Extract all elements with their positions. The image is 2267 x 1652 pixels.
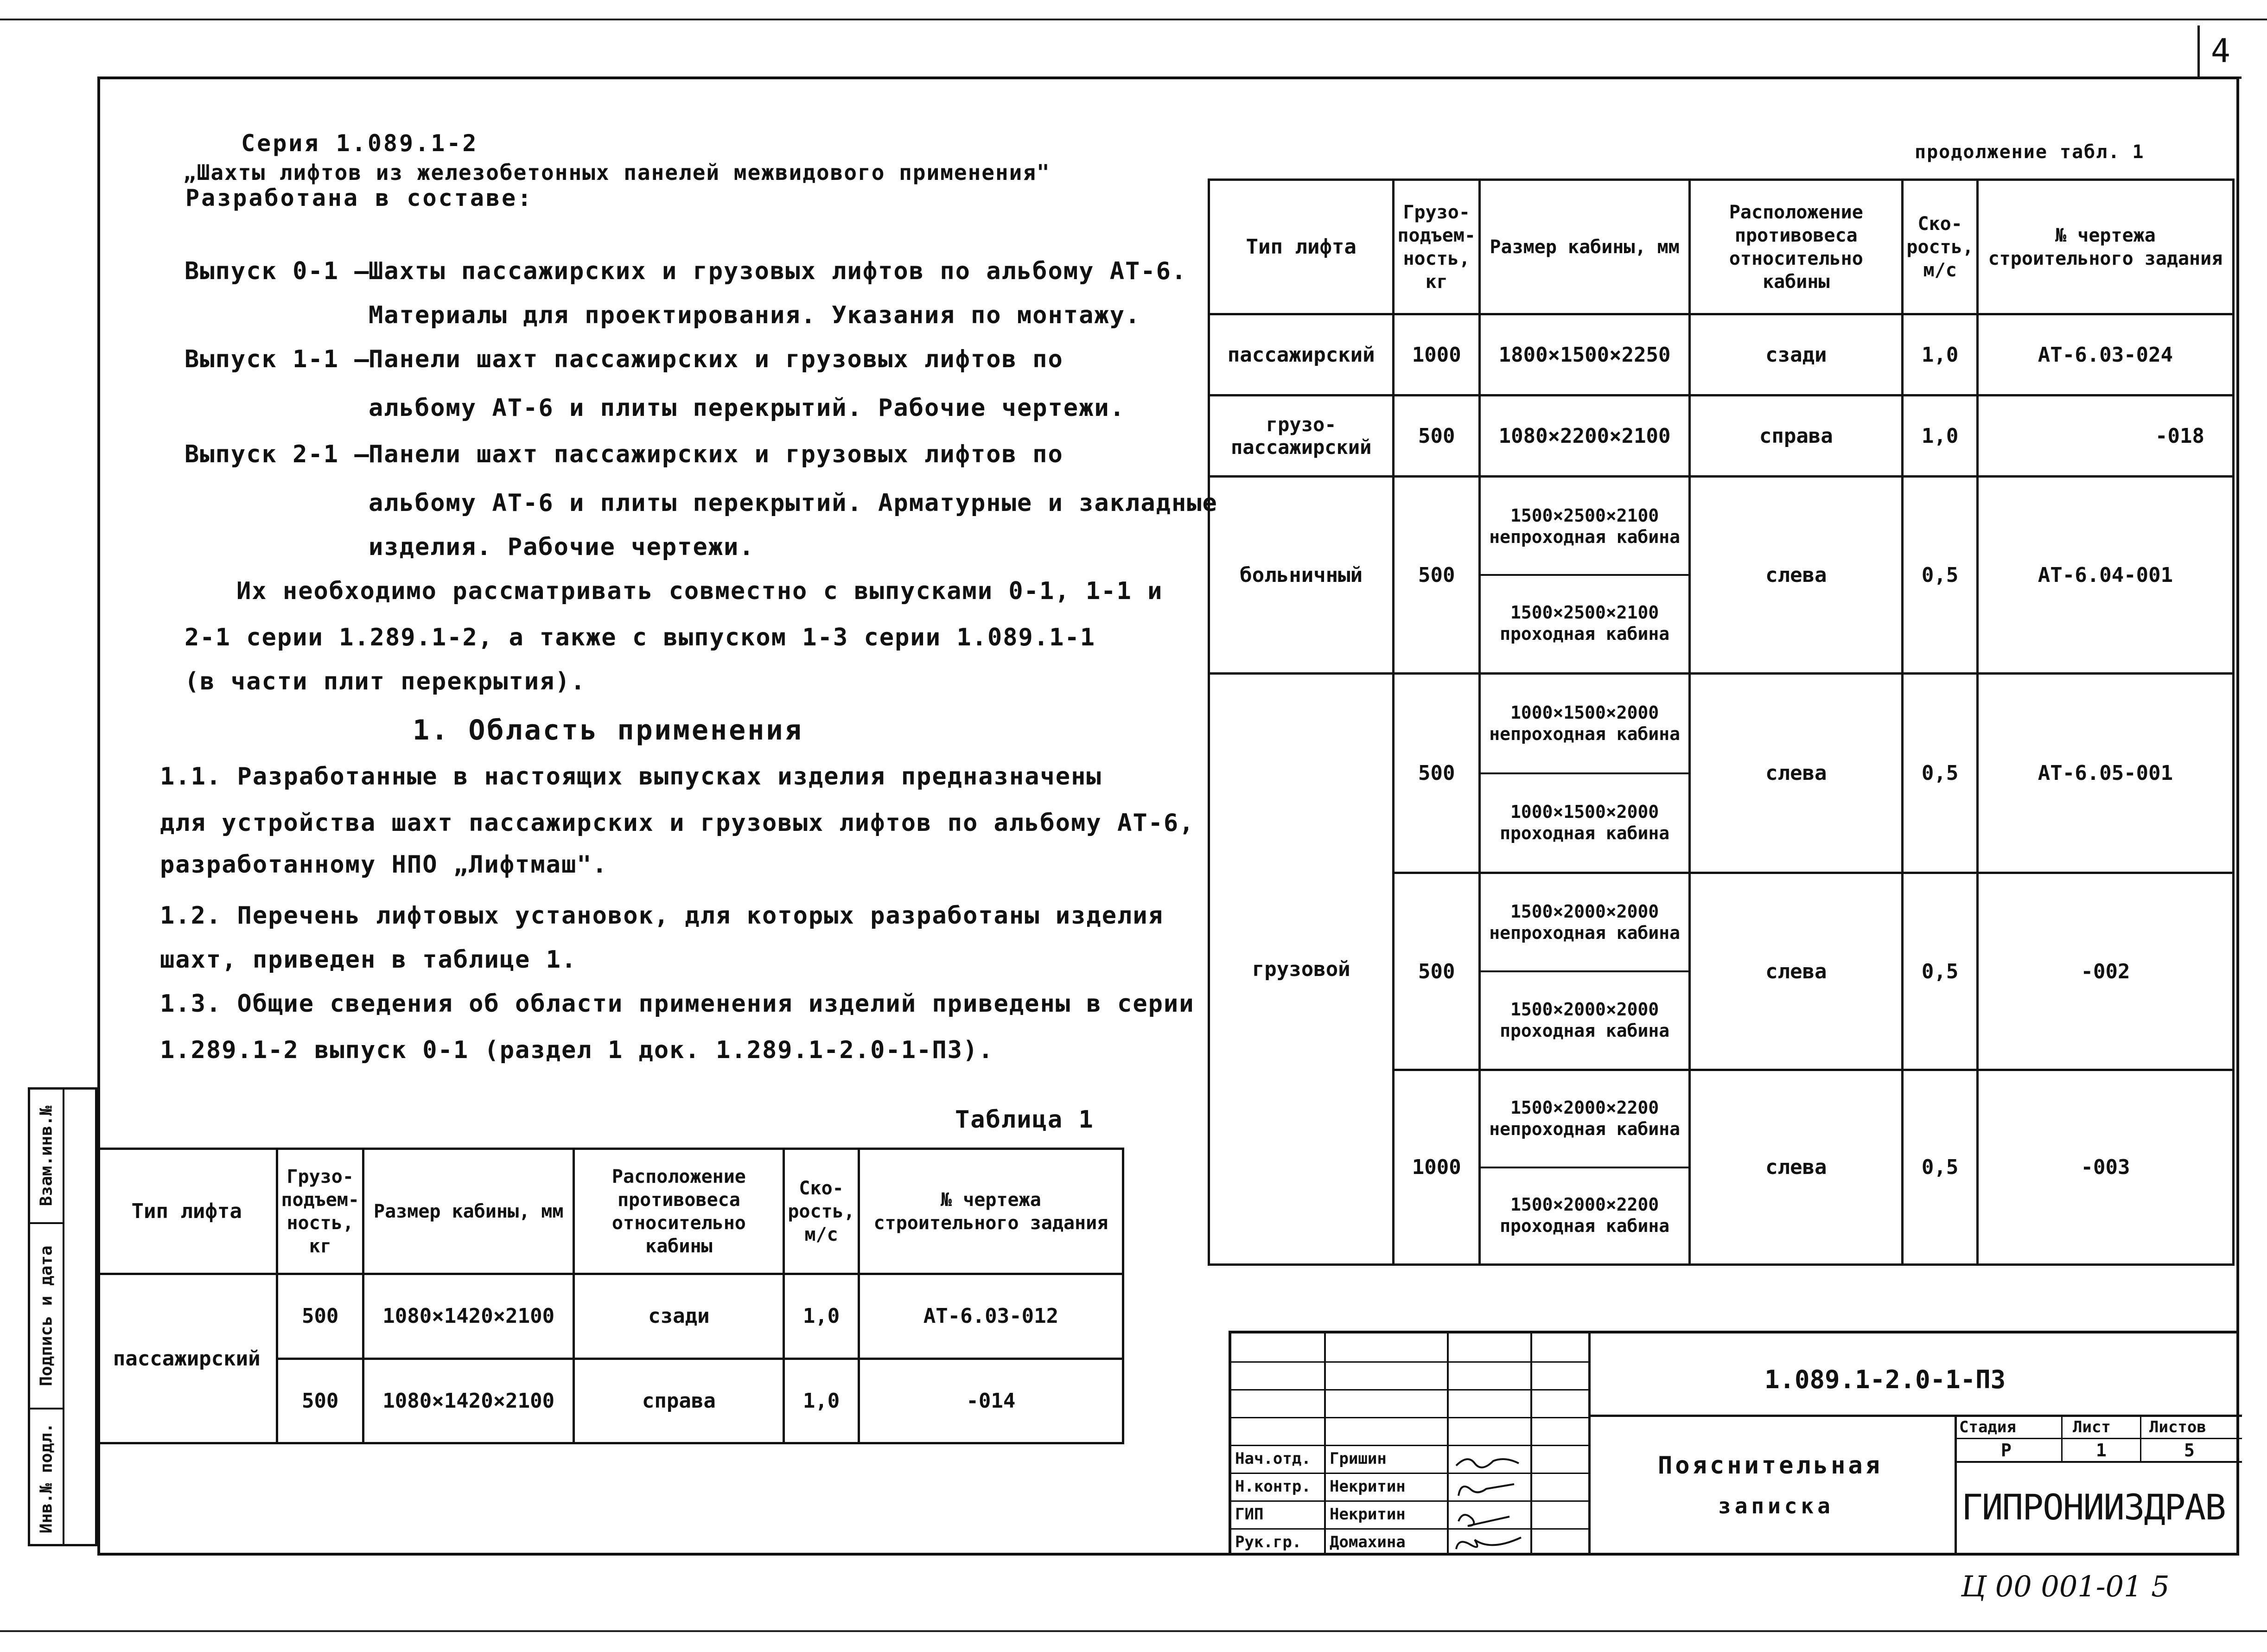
issue-2-line2: альбому АТ-6 и плиты перекрытий. Арматурные и закладные [369, 489, 1218, 517]
cell-capacity: 500 [1394, 873, 1480, 1070]
cell-size-a: 1500×2000×2000 непроходная кабина [1481, 874, 1688, 972]
sheet-label: Лист [2073, 1418, 2111, 1436]
issue-0-label: Выпуск 0-1 – [185, 257, 370, 285]
issue-1-line1: Панели шахт пассажирских и грузовых лифтов по [369, 345, 1063, 373]
cell-drawing: -002 [1977, 873, 2233, 1070]
name-3: Некритин [1330, 1505, 1406, 1524]
side-cell-orig: Инв.№ подл. [37, 1422, 56, 1533]
cell-size-b: 1500×2000×2000 проходная кабина [1500, 999, 1670, 1041]
para-line-2: для устройства шахт пассажирских и грузовых лифтов по альбому АТ-6, [160, 809, 1195, 837]
issue-1-line2: альбому АТ-6 и плиты перекрытий. Рабочие чертежи. [369, 394, 1126, 422]
cell-size-a: 1000×1500×2000 непроходная кабина [1481, 675, 1688, 774]
cell-cw: сзади [1690, 314, 1903, 395]
th-capacity: Грузо-подъем-ность, кг [1394, 180, 1480, 314]
para-line-1: 1.1. Разработанные в настоящих выпусках изделия предназначены [160, 763, 1102, 791]
cell-drawing: -014 [859, 1359, 1123, 1443]
sheets-label: Листов [2149, 1418, 2206, 1436]
para-line-3: разработанному НПО „Лифтмаш". [160, 851, 608, 879]
table-cont-caption: продолжение табл. 1 [1915, 141, 2145, 163]
cell-capacity: 500 [1394, 395, 1480, 477]
th-drawing: № чертежа строительного задания [859, 1149, 1123, 1274]
cell-drawing: -003 [1977, 1070, 2233, 1265]
side-cell-sign: Подпись и дата [30, 1224, 63, 1410]
cell-speed: 1,0 [1903, 395, 1978, 477]
table-1 [95, 1148, 1124, 1444]
cell-size: 1080×2200×2100 [1480, 395, 1690, 477]
side-cell-replace: Взам.инв.№ [30, 1090, 63, 1224]
cell-capacity: 1000 [1394, 314, 1480, 395]
cell-capacity: 500 [1394, 477, 1480, 674]
doc-title-2: записка [1718, 1493, 1834, 1518]
th-type: Тип лифта [1209, 180, 1394, 314]
series-name: „Шахты лифтов из железобетонных панелей межвидового применения" [183, 160, 1051, 185]
cell-size: 1080×1420×2100 [363, 1359, 573, 1443]
name-1: Гришин [1330, 1449, 1387, 1468]
sheet-value: 1 [2096, 1440, 2107, 1461]
note-line2: 2-1 серии 1.289.1-2, а также с выпуском 1-3 серии 1.089.1-1 [185, 624, 1096, 651]
para-line-5: шахт, приведен в таблице 1. [160, 946, 577, 974]
issue-0-line2: Материалы для проектирования. Указания по монтажу. [369, 301, 1141, 329]
role-4: Рук.гр. [1235, 1533, 1302, 1551]
th-capacity: Грузо-подъем-ность, кг [277, 1149, 363, 1274]
note-line3: (в части плит перекрытия). [185, 668, 586, 695]
table-row [1209, 674, 2234, 873]
table-row [1209, 477, 2234, 674]
stage-value: Р [2001, 1440, 2012, 1461]
th-size: Размер кабины, мм [363, 1149, 573, 1274]
table-row [1209, 395, 2234, 477]
cell-size [1480, 1070, 1690, 1265]
th-drawing: № чертежа строительного задания [1977, 180, 2233, 314]
role-1: Нач.отд. [1235, 1449, 1311, 1468]
cell-drawing: АТ-6.03-024 [1977, 314, 2233, 395]
th-speed: Ско-рость, м/с [784, 1149, 859, 1274]
cell-speed: 0,5 [1903, 674, 1978, 873]
org-name: ГИПРОНИИЗДРАВ [1961, 1486, 2225, 1528]
issue-2-line3: изделия. Рабочие чертежи. [369, 533, 755, 561]
cell-size-a: 1500×2000×2200 непроходная кабина [1481, 1072, 1688, 1168]
para-line-4: 1.2. Перечень лифтовых установок, для которых разработаны изделия [160, 902, 1164, 930]
cell-cw: слева [1690, 873, 1903, 1070]
cell-size-b: 1500×2500×2100 проходная кабина [1500, 602, 1670, 644]
cell-size-b: 1000×1500×2000 проходная кабина [1500, 801, 1670, 843]
cell-cw: слева [1690, 674, 1903, 873]
note-line1: Их необходимо рассматривать совместно с выпусками 0-1, 1-1 и [236, 577, 1163, 605]
cell-speed: 1,0 [1903, 314, 1978, 395]
issue-2-line1: Панели шахт пассажирских и грузовых лифтов по [369, 440, 1063, 468]
cell-drawing: АТ-6.05-001 [1977, 674, 2233, 873]
cell-speed: 1,0 [784, 1274, 859, 1359]
issue-1-label: Выпуск 1-1 – [185, 345, 370, 373]
table1-caption: Таблица 1 [955, 1106, 1094, 1134]
signatures [1449, 1445, 1528, 1556]
cell-drawing: АТ-6.03-012 [859, 1274, 1123, 1359]
cell-speed: 1,0 [784, 1359, 859, 1443]
cell-cw: слева [1690, 1070, 1903, 1265]
table-row [96, 1274, 1123, 1359]
doc-code: 1.089.1-2.0-1-ПЗ [1764, 1365, 2006, 1394]
developed-label: Разработана в составе: [185, 185, 534, 211]
table-row [1209, 314, 2234, 395]
cell-cw: справа [1690, 395, 1903, 477]
section-title: 1. Область применения [413, 714, 803, 746]
cell-speed: 0,5 [1903, 873, 1978, 1070]
cell-speed: 0,5 [1903, 477, 1978, 674]
cell-capacity: 500 [277, 1359, 363, 1443]
issue-0-line1: Шахты пассажирских и грузовых лифтов по альбому АТ-6. [369, 257, 1187, 285]
cell-size-a: 1500×2500×2100 непроходная кабина [1481, 479, 1688, 576]
cell-type: грузовой [1209, 674, 1394, 1265]
th-size: Размер кабины, мм [1480, 180, 1690, 314]
th-counterweight: Расположение противовеса относительно кабины [1690, 180, 1903, 314]
cell-capacity: 1000 [1394, 1070, 1480, 1265]
cell-type: пассажирский [96, 1274, 277, 1443]
side-stamp [28, 1087, 97, 1546]
cell-size [1480, 477, 1690, 674]
stage-label: Стадия [1959, 1418, 2016, 1436]
cell-type: больничный [1209, 477, 1394, 674]
cell-type: грузо-пассажирский [1209, 395, 1394, 477]
cell-cw: сзади [574, 1274, 784, 1359]
cell-capacity: 500 [277, 1274, 363, 1359]
cell-size [1480, 674, 1690, 873]
para-line-7: 1.289.1-2 выпуск 0-1 (раздел 1 док. 1.289.1-2.0-1-ПЗ). [160, 1036, 994, 1064]
role-2: Н.контр. [1235, 1477, 1311, 1496]
cell-size [1480, 873, 1690, 1070]
cell-cw: справа [574, 1359, 784, 1443]
cell-drawing: -018 [1977, 395, 2233, 477]
name-2: Некритин [1330, 1477, 1406, 1496]
para-line-6: 1.3. Общие сведения об области применения изделий приведены в серии [160, 990, 1195, 1018]
cell-type: пассажирский [1209, 314, 1394, 395]
cell-capacity: 500 [1394, 674, 1480, 873]
th-counterweight: Расположение противовеса относительно кабины [574, 1149, 784, 1274]
cell-drawing: АТ-6.04-001 [1977, 477, 2233, 674]
sheets-value: 5 [2184, 1440, 2195, 1461]
title-block [1229, 1331, 2239, 1556]
cell-cw: слева [1690, 477, 1903, 674]
name-4: Домахина [1330, 1533, 1406, 1551]
doc-title-1: Пояснительная [1658, 1452, 1883, 1480]
cell-size-b: 1500×2000×2200 проходная кабина [1500, 1194, 1670, 1236]
th-speed: Ско-рость, м/с [1903, 180, 1978, 314]
series-title: Серия 1.089.1-2 [241, 130, 478, 157]
cell-speed: 0,5 [1903, 1070, 1978, 1265]
cell-size: 1080×1420×2100 [363, 1274, 573, 1359]
cell-size: 1800×1500×2250 [1480, 314, 1690, 395]
table-1-continued [1208, 179, 2235, 1266]
th-type: Тип лифта [96, 1149, 277, 1274]
role-3: ГИП [1235, 1505, 1264, 1524]
page-number: 4 [2197, 26, 2242, 79]
footer-code: Ц 00 001-01 5 [1961, 1569, 2170, 1603]
issue-2-label: Выпуск 2-1 – [185, 440, 370, 468]
